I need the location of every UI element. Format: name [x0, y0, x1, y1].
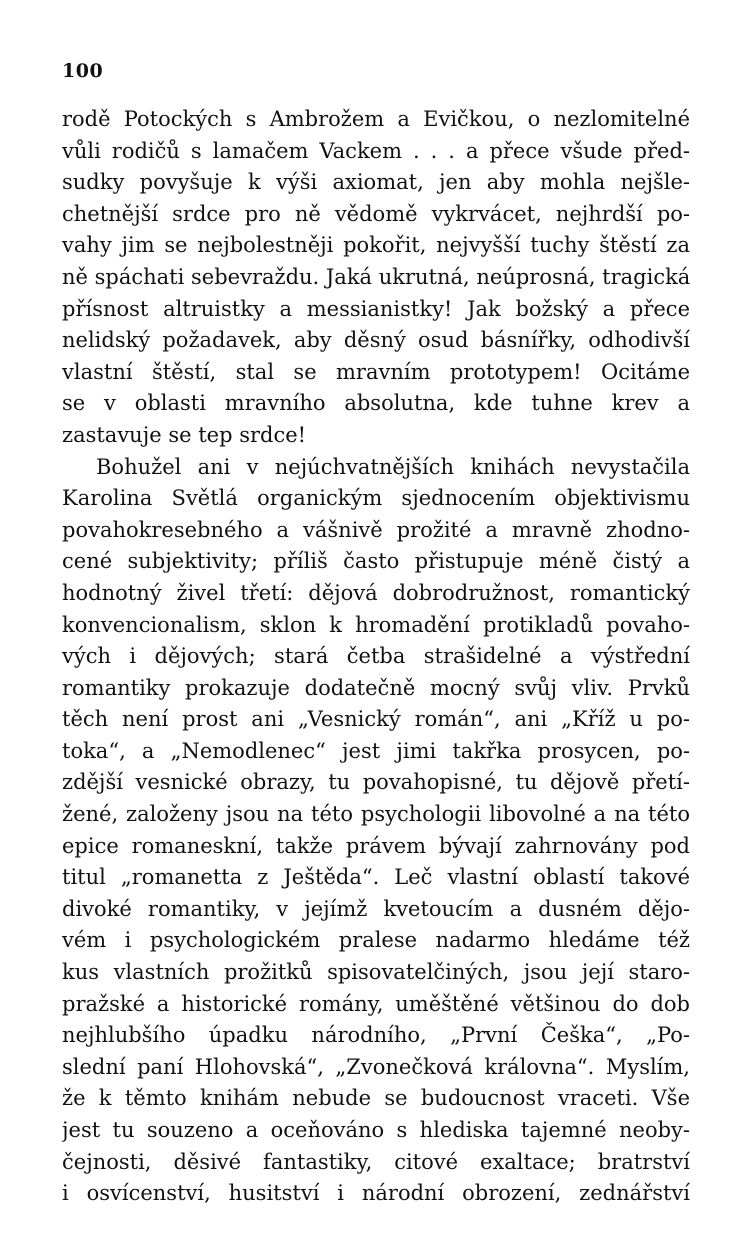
text-line: divoké romantiky, v jejímž kvetoucím a dusném dějo-: [62, 896, 690, 921]
text-line: nelidský požadavek, aby děsný osud básnířky, odhodivší: [62, 328, 690, 353]
paragraph-start-line: Bohužel ani v nejúchvatnějších knihách nevystačila: [96, 454, 690, 479]
text-line: rodě Potockých s Ambrožem a Evičkou, o nezlomitelné: [62, 107, 690, 131]
text-line: titul „romanetta z Ještěda“. Leč vlastní oblastí takové: [62, 865, 690, 890]
page-number: 100: [62, 60, 104, 82]
text-line: romantiky prokazuje dodatečně mocný svůj vliv. Prvků: [62, 675, 690, 700]
text-line: hodnotný živel třetí: dějová dobrodružnost, romantický: [62, 580, 690, 605]
text-line: že k těmto knihám nebude se budoucnost vraceti. Vše: [62, 1086, 690, 1111]
text-line: vém i psychologickém pralese nadarmo hledáme též: [62, 928, 690, 953]
text-line: zdější vesnické obrazy, tu povahopisné, tu dějově přetí-: [62, 770, 690, 795]
text-line: i osvícenství, husitství i národní obrození, zednářství: [62, 1181, 690, 1206]
text-line: epice romaneskní, takže právem bývají zahrnovány pod: [62, 833, 690, 858]
text-line: vlastní štěstí, stal se mravním prototypem! Ocitáme: [62, 359, 690, 384]
text-line: chetnější srdce pro ně vědomě vykrvácet, nejhrdší po-: [62, 201, 690, 226]
text-line: ně spáchati sebevraždu. Jaká ukrutná, neúprosná, tragická: [62, 264, 690, 289]
text-line: Karolina Světlá organickým sjednocením objektivismu: [62, 486, 690, 511]
text-line: konvencionalism, sklon k hromadění protikladů povaho-: [62, 612, 690, 637]
text-line: vůli rodičů s lamačem Vackem . . . a přece všude před-: [62, 138, 690, 163]
text-line: vahy jim se nejbolestněji pokořit, nejvyšší tuchy štěstí za: [62, 233, 690, 258]
text-line: vých i dějových; stará četba strašidelné a výstřední: [62, 644, 690, 669]
text-line: nejhlubšího úpadku národního, „První Češka“, „Po-: [62, 1023, 690, 1048]
text-line: sudky povyšuje k výši axiomat, jen aby mohla nejšle-: [62, 170, 690, 195]
text-line: žené, založeny jsou na této psychologii libovolné a na této: [62, 802, 690, 827]
text-line: povahokresebného a vášnivě prožité a mravně zhodno-: [62, 517, 690, 542]
text-line: čejnosti, děsivé fantastiky, citové exaltace; bratrství: [62, 1149, 690, 1174]
text-line: přísnost altruistky a messianistky! Jak božský a přece: [62, 296, 690, 321]
body-text: [62, 104, 690, 1210]
text-line: pražské a historické romány, uměštěné většinou do dob: [62, 991, 690, 1016]
text-line: toka“, a „Nemodlenec“ jest jimi takřka prosycen, po-: [62, 738, 690, 763]
text-line: kus vlastních prožitků spisovatelčiných, jsou její staro-: [62, 960, 690, 985]
text-line: jest tu souzeno a oceňováno s hlediska tajemné neoby-: [62, 1118, 690, 1142]
text-line: těch není prost ani „Vesnický román“, ani „Kříž u po-: [62, 707, 690, 732]
text-line: cené subjektivity; příliš často přistupuje méně čistý a: [62, 549, 690, 574]
text-line: se v oblasti mravního absolutna, kde tuhne krev a: [62, 391, 690, 416]
text-line: slední paní Hlohovská“, „Zvonečková královna“. Myslím,: [62, 1054, 690, 1079]
paragraph-end-line: zastavuje se tep srdce!: [62, 422, 307, 447]
